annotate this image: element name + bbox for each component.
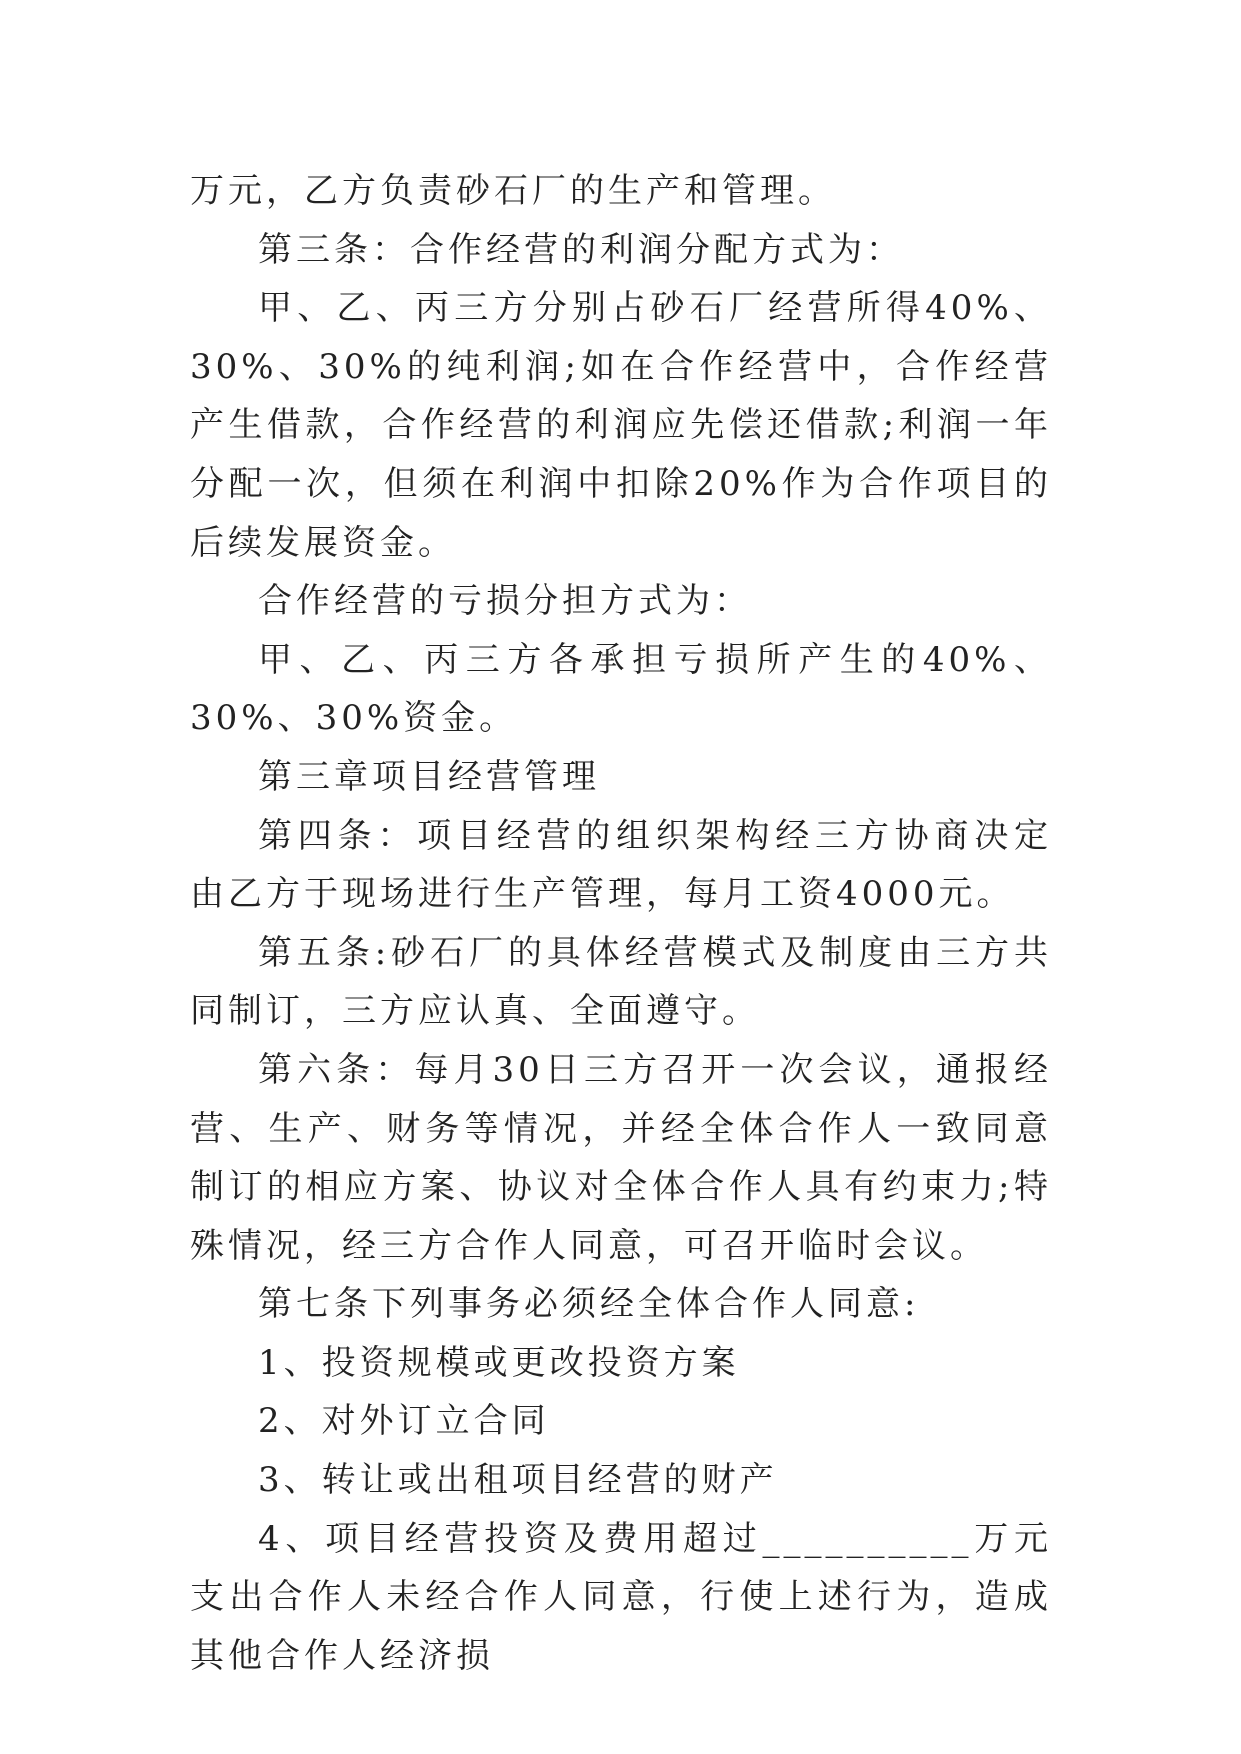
article-7-heading: 第七条下列事务必须经全体合作人同意: [258,1284,920,1325]
list-item-1: 1、投资规模或更改投资方案 [258,1342,740,1383]
profit-distribution-paragraph: 甲、乙、丙三方分别占砂石厂经营所得40%、30%、30%的纯利润;如在合作经营中，合作经营产生借款，合作经营的利润应先偿还借款;利润一年分配一次，但须在利润中扣除20%作为合作项目的后续发展资金。 [190,288,1052,563]
document-body [190,162,1052,1685]
list-item-2: 2、对外订立合同 [258,1401,550,1442]
article-6-paragraph: 第六条：每月30日三方召开一次会议，通报经营、生产、财务等情况，并经全体合作人一致同意制订的相应方案、协议对全体合作人具有约束力;特殊情况，经三方合作人同意，可召开临时会议。 [190,1049,1052,1266]
list-item-3: 3、转让或出租项目经营的财产 [258,1460,778,1501]
loss-sharing-paragraph: 甲、乙、丙三方各承担亏损所产生的40%、30%、30%资金。 [190,639,1052,739]
list-item-4: 4、项目经营投资及费用超过__________万元支出合作人未经合作人同意，行使上述行为，造成其他合作人经济损 [190,1518,1052,1676]
article-3-heading: 第三条：合作经营的利润分配方式为： [258,229,904,270]
article-5-paragraph: 第五条:砂石厂的具体经营模式及制度由三方共同制订，三方应认真、全面遵守。 [190,932,1052,1032]
paragraph-continuation: 万元，乙方负责砂石厂的生产和管理。 [190,171,836,211]
loss-sharing-heading: 合作经营的亏损分担方式为： [258,581,752,622]
article-4-paragraph: 第四条：项目经营的组织架构经三方协商决定由乙方于现场进行生产管理，每月工资4000元。 [190,815,1052,915]
chapter-3-heading: 第三章项目经营管理 [258,756,600,797]
